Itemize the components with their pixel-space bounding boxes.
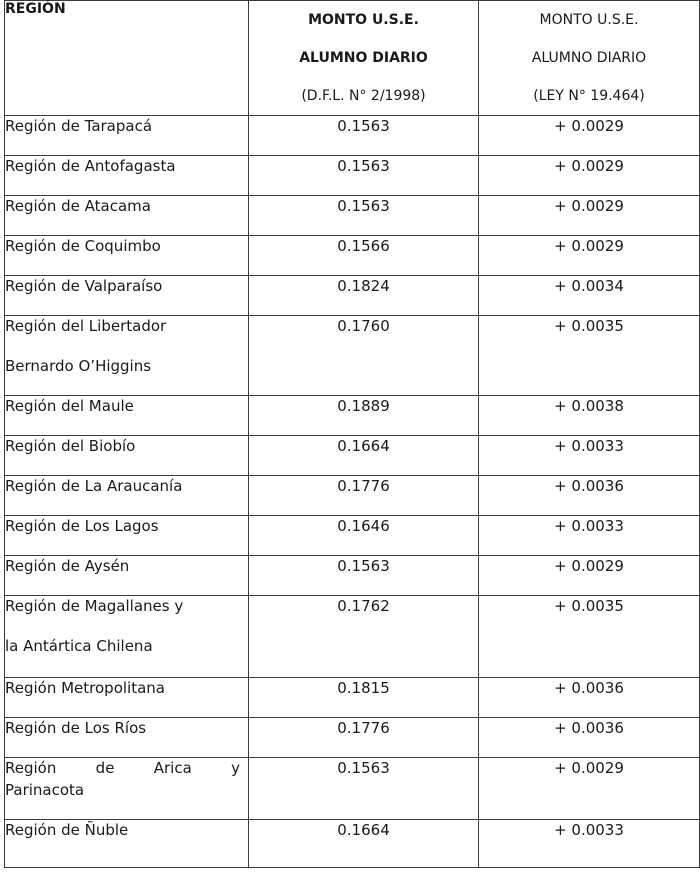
ley-amount-cell: + 0.0035: [479, 596, 700, 678]
table-row: [5, 758, 700, 820]
use-amounts-table: [4, 0, 700, 868]
region-name: Región de Antofagasta: [5, 157, 176, 175]
dfl-amount-cell: 0.1776: [249, 476, 479, 516]
table-row: [5, 316, 700, 396]
dfl-amount-cell: 0.1889: [249, 396, 479, 436]
table-body: [5, 116, 700, 868]
region-name: Región del Libertador: [5, 317, 167, 335]
table-row: [5, 276, 700, 316]
dfl-amount-cell: 0.1563: [249, 196, 479, 236]
region-cell: [5, 396, 249, 436]
ley-amount-cell: + 0.0036: [479, 476, 700, 516]
region-name: Región de Aysén: [5, 557, 130, 575]
table-row: [5, 396, 700, 436]
dfl-amount-cell: 0.1563: [249, 758, 479, 820]
region-name: Región de La Araucanía: [5, 477, 183, 495]
table-row: [5, 156, 700, 196]
region-name: Región de Atacama: [5, 197, 151, 215]
dfl-amount-cell: 0.1563: [249, 116, 479, 156]
region-cell: [5, 196, 249, 236]
region-name: Región de Arica y: [5, 759, 240, 777]
ley-amount-cell: + 0.0033: [479, 516, 700, 556]
header-row: [5, 1, 700, 116]
ley-amount-cell: + 0.0035: [479, 316, 700, 396]
dfl-amount-cell: 0.1815: [249, 678, 479, 718]
dfl-amount-cell: 0.1664: [249, 436, 479, 476]
dfl-amount-cell: 0.1824: [249, 276, 479, 316]
region-name: Región de Ñuble: [5, 821, 129, 839]
table-row: [5, 476, 700, 516]
region-cell: [5, 556, 249, 596]
region-name: Región de Coquimbo: [5, 237, 161, 255]
dfl-amount-cell: 0.1664: [249, 820, 479, 868]
dfl-amount-cell: 0.1762: [249, 596, 479, 678]
region-name-continued: Bernardo O’Higgins: [5, 357, 152, 375]
ley-amount-cell: + 0.0029: [479, 758, 700, 820]
region-name: Región de Valparaíso: [5, 277, 163, 295]
header-ley-line-1: MONTO U.S.E.: [539, 12, 639, 28]
region-cell: [5, 436, 249, 476]
header-dfl: [249, 1, 479, 116]
region-name-continued: Parinacota: [5, 781, 85, 799]
region-cell: [5, 276, 249, 316]
region-cell: [5, 758, 249, 820]
header-dfl-line-1: MONTO U.S.E.: [308, 12, 419, 28]
region-cell: [5, 476, 249, 516]
ley-amount-cell: + 0.0029: [479, 236, 700, 276]
ley-amount-cell: + 0.0029: [479, 556, 700, 596]
dfl-amount-cell: 0.1563: [249, 556, 479, 596]
ley-amount-cell: + 0.0036: [479, 678, 700, 718]
ley-amount-cell: + 0.0034: [479, 276, 700, 316]
header-ley-line-3: (LEY N° 19.464): [533, 88, 645, 104]
ley-amount-cell: + 0.0029: [479, 116, 700, 156]
region-name: Región de Magallanes y: [5, 597, 184, 615]
header-ley-line-2: ALUMNO DIARIO: [531, 50, 647, 66]
ley-amount-cell: + 0.0029: [479, 156, 700, 196]
header-ley: [479, 1, 700, 116]
ley-amount-cell: + 0.0033: [479, 820, 700, 868]
table-row: [5, 236, 700, 276]
dfl-amount-cell: 0.1646: [249, 516, 479, 556]
region-cell: [5, 820, 249, 868]
ley-amount-cell: + 0.0033: [479, 436, 700, 476]
region-name: Región de Los Lagos: [5, 517, 159, 535]
header-dfl-line-3: (D.F.L. N° 2/1998): [301, 88, 426, 104]
region-cell: [5, 236, 249, 276]
dfl-amount-cell: 0.1563: [249, 156, 479, 196]
table-row: [5, 820, 700, 868]
region-cell: [5, 116, 249, 156]
region-name: Región Metropolitana: [5, 679, 165, 697]
region-name: Región de Los Ríos: [5, 719, 147, 737]
table-row: [5, 196, 700, 236]
region-cell: [5, 516, 249, 556]
table-row: [5, 718, 700, 758]
header-region: REGIÓN: [5, 1, 249, 116]
table-row: [5, 516, 700, 556]
region-name-continued: la Antártica Chilena: [5, 637, 153, 655]
header-dfl-line-2: ALUMNO DIARIO: [299, 50, 428, 66]
dfl-amount-cell: 0.1760: [249, 316, 479, 396]
region-name: Región del Biobío: [5, 437, 136, 455]
table-row: [5, 436, 700, 476]
table-row: [5, 116, 700, 156]
region-cell: [5, 156, 249, 196]
dfl-amount-cell: 0.1776: [249, 718, 479, 758]
table-row: [5, 596, 700, 678]
table-row: [5, 678, 700, 718]
region-cell: [5, 678, 249, 718]
region-cell: [5, 316, 249, 396]
region-name: Región de Tarapacá: [5, 117, 153, 135]
region-cell: [5, 596, 249, 678]
ley-amount-cell: + 0.0029: [479, 196, 700, 236]
table-row: [5, 556, 700, 596]
region-name: Región del Maule: [5, 397, 134, 415]
table-header: [5, 1, 700, 116]
ley-amount-cell: + 0.0036: [479, 718, 700, 758]
region-cell: [5, 718, 249, 758]
ley-amount-cell: + 0.0038: [479, 396, 700, 436]
dfl-amount-cell: 0.1566: [249, 236, 479, 276]
